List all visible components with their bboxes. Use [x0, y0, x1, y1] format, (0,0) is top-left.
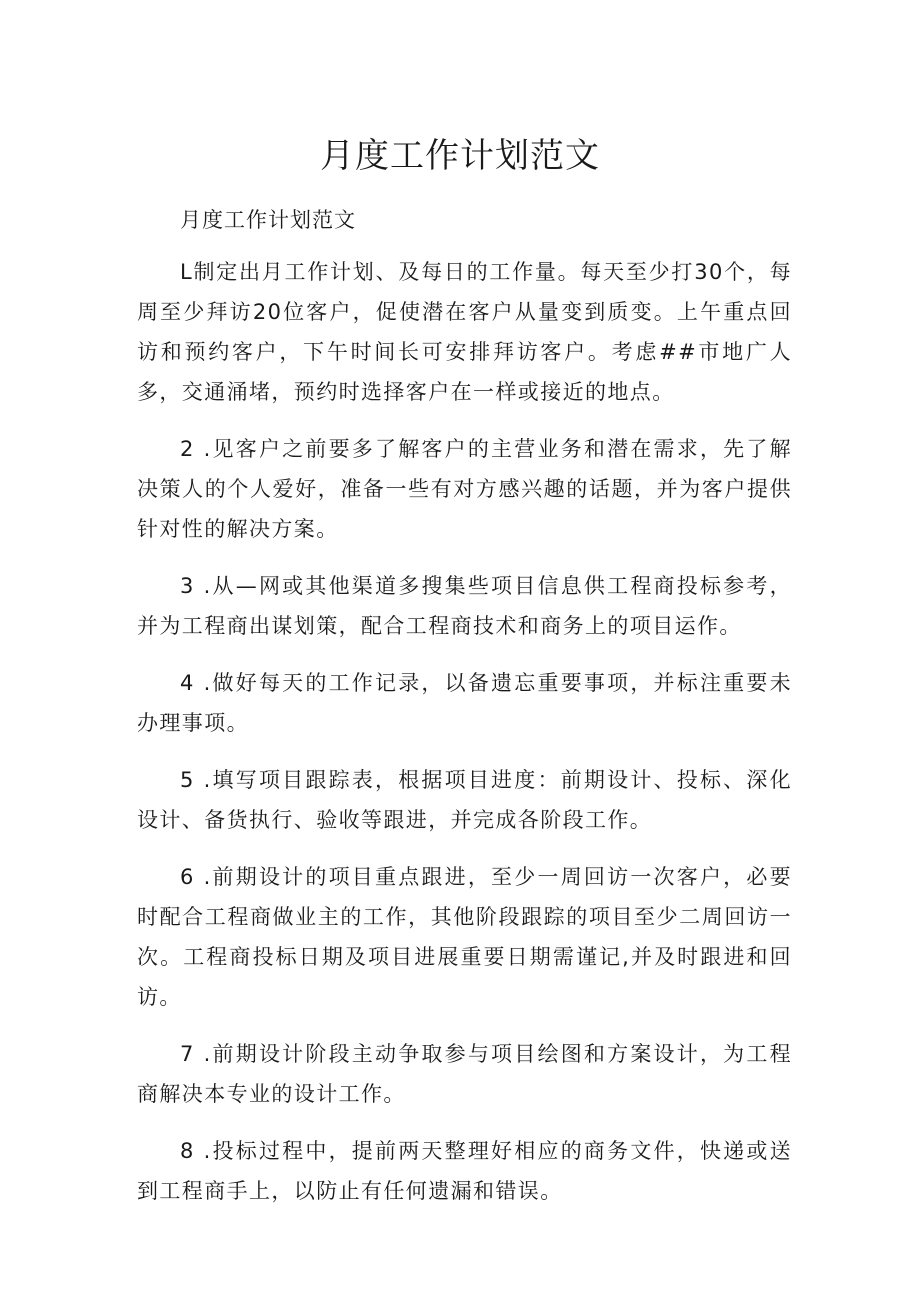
paragraph-3: 3 .从—网或其他渠道多搜集些项目信息供工程商投标参考，并为工程商出谋划策，配合工程商技术和商务上的项目运作。: [137, 574, 792, 638]
paragraph-8: 8 .投标过程中，提前两天整理好相应的商务文件，快递或送到工程商手上，以防止有任何遗漏和错误。: [137, 1139, 792, 1203]
paragraph-2: 2 .见客户之前要多了解客户的主营业务和潜在需求，先了解决策人的个人爱好，准备一些有对方感兴趣的话题，并为客户提供针对性的解决方案。: [137, 437, 792, 541]
paragraph-7: 7 .前期设计阶段主动争取参与项目绘图和方案设计，为工程商解决本专业的设计工作。: [137, 1042, 792, 1106]
document-body: [137, 252, 792, 1228]
paragraph-4: 4 .做好每天的工作记录，以备遗忘重要事项，并标注重要未办理事项。: [137, 671, 792, 735]
paragraph-5: 5 .填写项目跟踪表，根据项目进度：前期设计、投标、深化设计、备货执行、验收等跟进，并完成各阶段工作。: [137, 768, 792, 832]
paragraph-1: L制定出月工作计划、及每日的工作量。每天至少打30个，每周至少拜访20位客户，促使潜在客户从量变到质变。上午重点回访和预约客户，下午时间长可安排拜访客户。考虑##市地广人多，交通涌堵，预约时选择客户在一样或接近的地点。: [137, 260, 792, 404]
document-title: 月度工作计划范文: [320, 136, 600, 176]
document-subtitle: 月度工作计划范文: [180, 208, 356, 232]
paragraph-6: 6 .前期设计的项目重点跟进，至少一周回访一次客户，必要时配合工程商做业主的工作，其他阶段跟踪的项目至少二周回访一次。工程商投标日期及项目进展重要日期需谨记,并及时跟进和回访。: [137, 865, 792, 1009]
